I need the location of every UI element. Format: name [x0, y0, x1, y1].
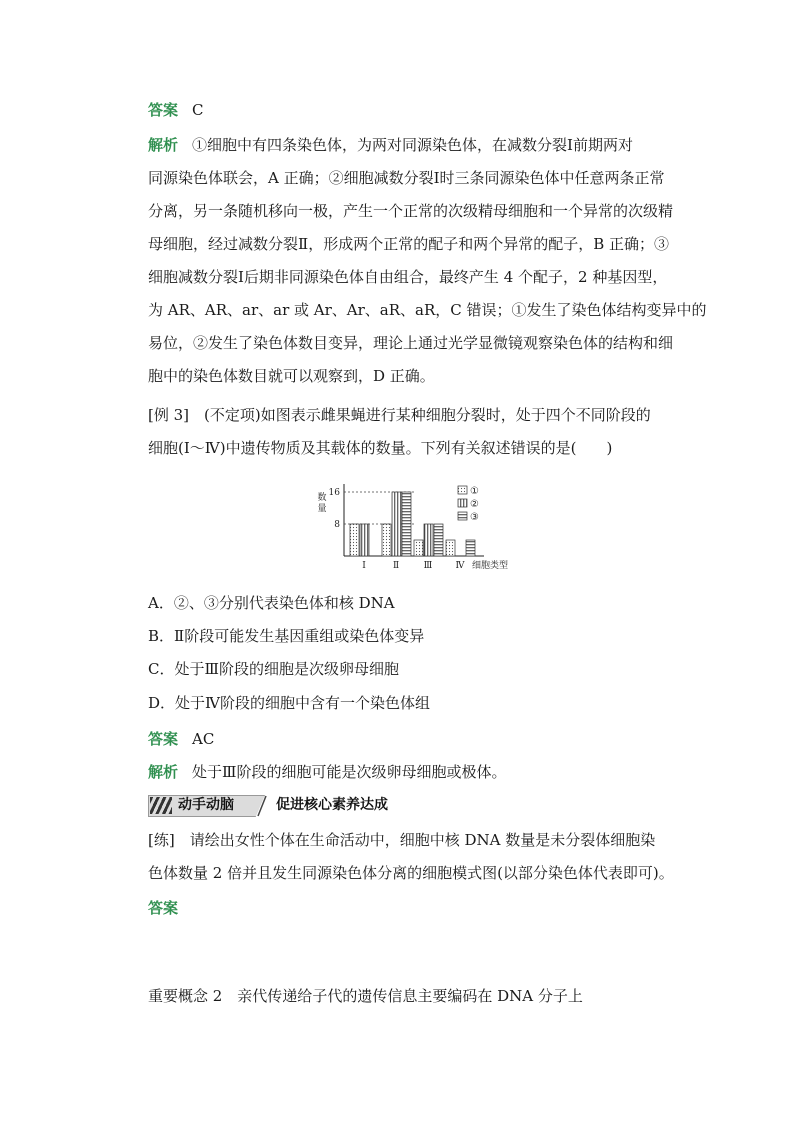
practice-line-1: [练] 请绘出女性个体在生命活动中，细胞中核 DNA 数量是未分裂体细胞染 — [148, 831, 656, 849]
bar — [434, 524, 443, 556]
analysis-line-3: 分离，另一条随机移向一极，产生一个正常的次级精母细胞和一个异常的次级精 — [148, 202, 674, 220]
x-tick-label: Ⅰ — [362, 561, 366, 571]
x-axis-label: 细胞类型 — [471, 561, 509, 571]
banner-title: 动手动脑 — [178, 797, 234, 813]
analysis-line-short: 解析 处于Ⅲ阶段的细胞可能是次级卵母细胞或极体。 — [148, 763, 507, 781]
answer-label: 答案 — [148, 101, 179, 119]
example-line-1: [例 3] (不定项)如图表示雌果蝇进行某种细胞分裂时，处于四个不同阶段的 — [148, 406, 651, 424]
y-tick-label: 16 — [328, 488, 340, 498]
legend-label: ② — [470, 499, 479, 510]
analysis-label: 解析 — [148, 136, 179, 154]
analysis-line-7: 易位，②发生了染色体数目变异，理论上通过光学显微镜观察染色体的结构和细 — [148, 334, 674, 352]
analysis-line-8: 胞中的染色体数目就可以观察到，D 正确。 — [148, 367, 435, 385]
bar — [392, 492, 401, 556]
bar — [414, 540, 423, 556]
analysis-line-2: 同源染色体联会，A 正确；②细胞减数分裂Ⅰ时三条同源染色体中任意两条正常 — [148, 169, 665, 187]
x-tick-label: Ⅱ — [392, 561, 400, 571]
bar — [382, 524, 391, 556]
answer-line-1 — [148, 100, 688, 120]
legend-label: ① — [470, 486, 479, 497]
section-banner — [148, 795, 448, 817]
y-axis-label: 量 — [317, 504, 327, 514]
answer-line-2 — [148, 729, 688, 749]
answer-label: 答案 — [148, 730, 179, 748]
legend-label: ③ — [470, 512, 479, 523]
legend-swatch — [458, 499, 467, 507]
legend-swatch — [458, 512, 467, 520]
answer-value: C — [192, 101, 204, 119]
bar — [350, 524, 359, 556]
x-tick-label: Ⅲ — [423, 561, 433, 571]
legend-swatch — [458, 486, 467, 494]
answer-value: AC — [192, 730, 215, 748]
analysis-line-4: 母细胞，经过减数分裂Ⅱ，形成两个正常的配子和两个异常的配子，B 正确；③ — [148, 235, 669, 253]
option-a: A．②、③分别代表染色体和核 DNA — [148, 594, 395, 612]
bar — [466, 540, 475, 556]
bar — [424, 524, 433, 556]
y-axis-label: 数 — [317, 493, 327, 503]
practice-line-2: 色体数量 2 倍并且发生同源染色体分离的细胞模式图(以部分染色体代表即可)。 — [148, 864, 674, 882]
x-tick-label: Ⅳ — [455, 561, 465, 571]
bar — [360, 524, 369, 556]
answer-label: 答案 — [148, 899, 179, 917]
bar — [446, 540, 455, 556]
analysis-line-1: 解析 ①细胞中有四条染色体，为两对同源染色体，在减数分裂Ⅰ前期两对 — [148, 136, 633, 154]
y-tick-label: 8 — [334, 520, 340, 530]
banner-stripes-icon — [150, 797, 172, 814]
bar — [402, 492, 411, 556]
option-d: D．处于Ⅳ阶段的细胞中含有一个染色体组 — [148, 694, 431, 712]
analysis-label: 解析 — [148, 763, 179, 781]
option-c: C．处于Ⅲ阶段的细胞是次级卵母细胞 — [148, 660, 399, 678]
option-b: B．Ⅱ阶段可能发生基因重组或染色体变异 — [148, 627, 425, 645]
answer-line-3 — [148, 898, 688, 918]
banner-subtitle: 促进核心素养达成 — [276, 797, 388, 813]
analysis-line-6: 为 AR、AR、ar、ar 或 Ar、Ar、aR、aR，C 错误；①发生了染色体结构变异中的 — [148, 301, 707, 319]
analysis-line-5: 细胞减数分裂Ⅰ后期非同源染色体自由组合，最终产生 4 个配子，2 种基因型， — [148, 268, 668, 286]
example-line-2: 细胞(Ⅰ～Ⅳ)中遗传物质及其载体的数量。下列有关叙述错误的是( ) — [148, 439, 613, 457]
bar-chart — [310, 478, 525, 578]
concept-heading: 重要概念 2 亲代传递给子代的遗传信息主要编码在 DNA 分子上 — [148, 987, 583, 1005]
slash-divider-icon — [256, 795, 268, 817]
